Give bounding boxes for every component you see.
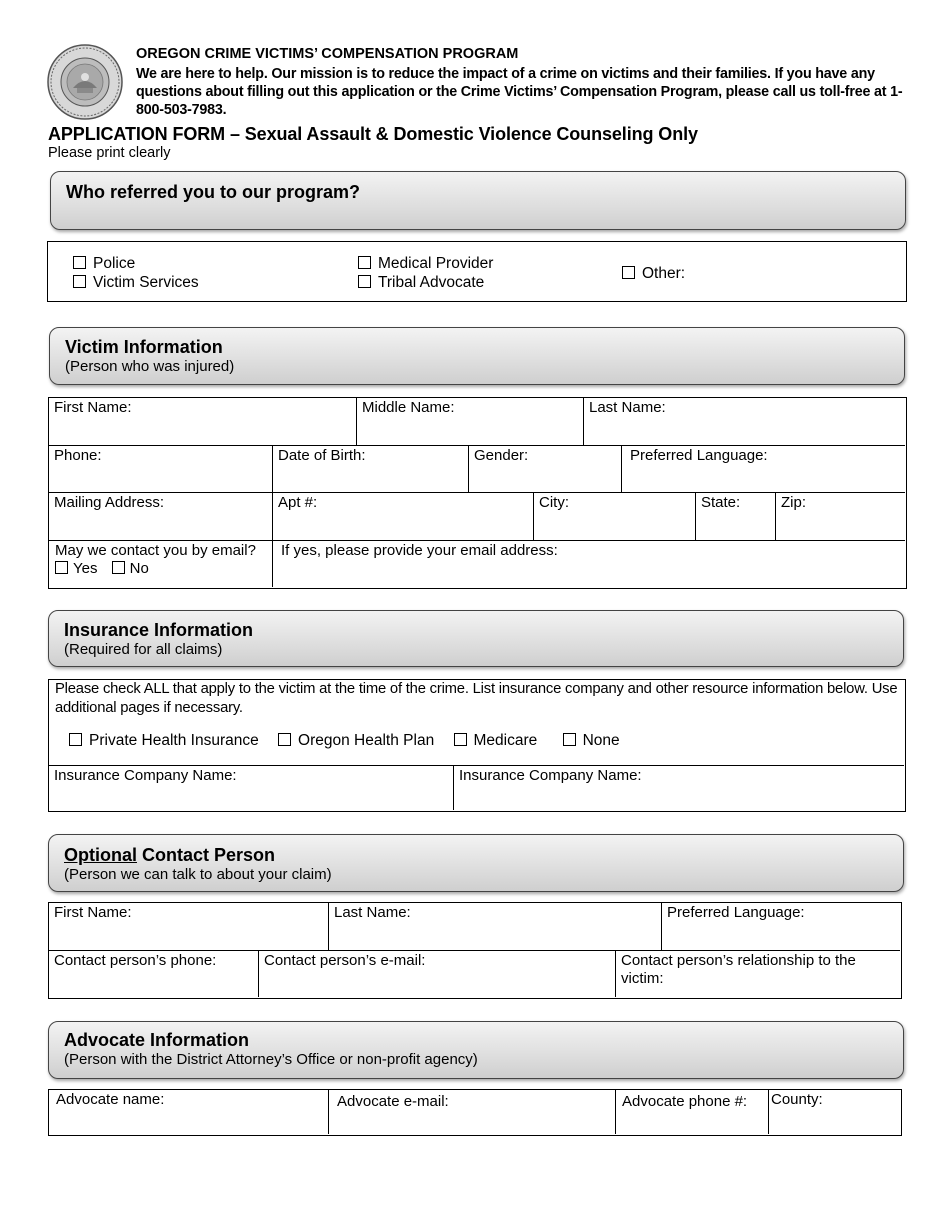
referral-victim-services-option[interactable]: Victim Services: [73, 273, 199, 292]
mission-statement: We are here to help. Our mission is to reduce the impact of a crime on victims and their families. If you have any questions about filling out this application or the Crime Victims’ Compensation Program, please call us toll-free at 1-800-503-7983.: [136, 66, 903, 118]
other-checkbox[interactable]: [622, 266, 635, 279]
oregon-health-plan-checkbox[interactable]: [278, 733, 291, 746]
referral-section-title: Who referred you to our program?: [66, 182, 361, 202]
advocate-section-subtitle: (Person with the District Attorney’s Office or non-profit agency): [64, 1051, 478, 1068]
insurance-section-title: Insurance Information: [64, 620, 254, 640]
victim-info-table: [48, 397, 907, 589]
victim-section-header: [49, 327, 905, 385]
contact-last-name-field[interactable]: Last Name:: [329, 903, 662, 951]
police-checkbox[interactable]: [73, 256, 86, 269]
advocate-section-title: Advocate Information: [64, 1030, 250, 1050]
contact-table: [48, 902, 902, 999]
contact-first-name-field[interactable]: First Name:: [49, 903, 329, 951]
victim-phone-field[interactable]: Phone:: [49, 446, 273, 493]
medicare-checkbox[interactable]: [454, 733, 467, 746]
referral-police-option[interactable]: Police: [73, 254, 135, 273]
insurance-table: [48, 679, 906, 812]
victim-first-name-field[interactable]: First Name:: [49, 398, 357, 446]
victim-section-subtitle: (Person who was injured): [65, 358, 235, 375]
advocate-section-header: [48, 1021, 904, 1079]
victim-section-title: Victim Information: [65, 337, 223, 357]
medical-provider-checkbox[interactable]: [358, 256, 371, 269]
email-permission-question: May we contact you by email?: [55, 542, 256, 559]
oregon-doj-seal-icon: [47, 44, 123, 120]
insurance-company-2-field[interactable]: Insurance Company Name:: [459, 767, 642, 784]
insurance-section-subtitle: (Required for all claims): [64, 641, 223, 658]
advocate-county-field[interactable]: County:: [771, 1091, 823, 1108]
insurance-company-1-field[interactable]: Insurance Company Name:: [49, 766, 454, 810]
none-checkbox[interactable]: [563, 733, 576, 746]
victim-language-field[interactable]: Preferred Language:: [622, 446, 905, 493]
private-health-insurance-option[interactable]: Private Health Insurance: [69, 732, 259, 749]
referral-tribal-advocate-option[interactable]: Tribal Advocate: [358, 273, 484, 292]
advocate-phone-field[interactable]: Advocate phone #:: [616, 1090, 769, 1134]
email-no-checkbox[interactable]: [112, 561, 125, 574]
victim-middle-name-field[interactable]: Middle Name:: [357, 398, 584, 446]
victim-zip-field[interactable]: Zip:: [776, 493, 905, 541]
advocate-name-field[interactable]: Advocate name:: [49, 1090, 329, 1134]
contact-section-title: Optional Contact Person: [64, 845, 276, 865]
victim-email-permission-cell: [49, 541, 273, 587]
email-no-option[interactable]: No: [112, 560, 149, 577]
victim-last-name-field[interactable]: Last Name:: [584, 398, 905, 446]
email-yes-checkbox[interactable]: [55, 561, 68, 574]
referral-medical-provider-option[interactable]: Medical Provider: [358, 254, 493, 273]
victim-mailing-address-field[interactable]: Mailing Address:: [49, 493, 273, 541]
advocate-email-field[interactable]: Advocate e-mail:: [329, 1090, 616, 1134]
advocate-table: [48, 1089, 902, 1136]
insurance-options-cell: [49, 680, 904, 766]
contact-phone-field[interactable]: Contact person’s phone:: [49, 951, 259, 997]
referral-options-box: [47, 241, 907, 302]
contact-language-field[interactable]: Preferred Language:: [662, 903, 900, 951]
referral-other-option[interactable]: Other:: [622, 264, 685, 283]
optional-label: Optional: [64, 845, 137, 865]
victim-email-address-field[interactable]: If yes, please provide your email address:: [281, 542, 558, 559]
form-title: APPLICATION FORM – Sexual Assault & Domestic Violence Counseling Only: [48, 124, 698, 144]
medicare-option[interactable]: Medicare: [454, 732, 538, 749]
victim-services-checkbox[interactable]: [73, 275, 86, 288]
tribal-advocate-checkbox[interactable]: [358, 275, 371, 288]
contact-section-header: [48, 834, 904, 892]
insurance-section-header: [48, 610, 904, 667]
contact-email-field[interactable]: Contact person’s e-mail:: [259, 951, 616, 997]
print-instruction: Please print clearly: [48, 145, 171, 161]
referral-section-header: [50, 171, 906, 230]
victim-state-field[interactable]: State:: [696, 493, 776, 541]
contact-relationship-field[interactable]: Contact person’s relationship to the victim:: [621, 952, 856, 987]
email-yes-option[interactable]: Yes: [55, 560, 97, 577]
victim-city-field[interactable]: City:: [534, 493, 696, 541]
oregon-health-plan-option[interactable]: Oregon Health Plan: [278, 732, 434, 749]
program-title: OREGON CRIME VICTIMS’ COMPENSATION PROGRAM: [136, 46, 519, 62]
victim-gender-field[interactable]: Gender:: [469, 446, 622, 493]
insurance-instructions: Please check ALL that apply to the victim at the time of the crime. List insurance company and other resource information below. Use additional pages if necessary.: [55, 681, 898, 716]
contact-section-subtitle: (Person we can talk to about your claim): [64, 866, 332, 883]
private-health-insurance-checkbox[interactable]: [69, 733, 82, 746]
none-option[interactable]: None: [563, 732, 620, 749]
victim-dob-field[interactable]: Date of Birth:: [273, 446, 469, 493]
victim-apt-field[interactable]: Apt #:: [273, 493, 534, 541]
